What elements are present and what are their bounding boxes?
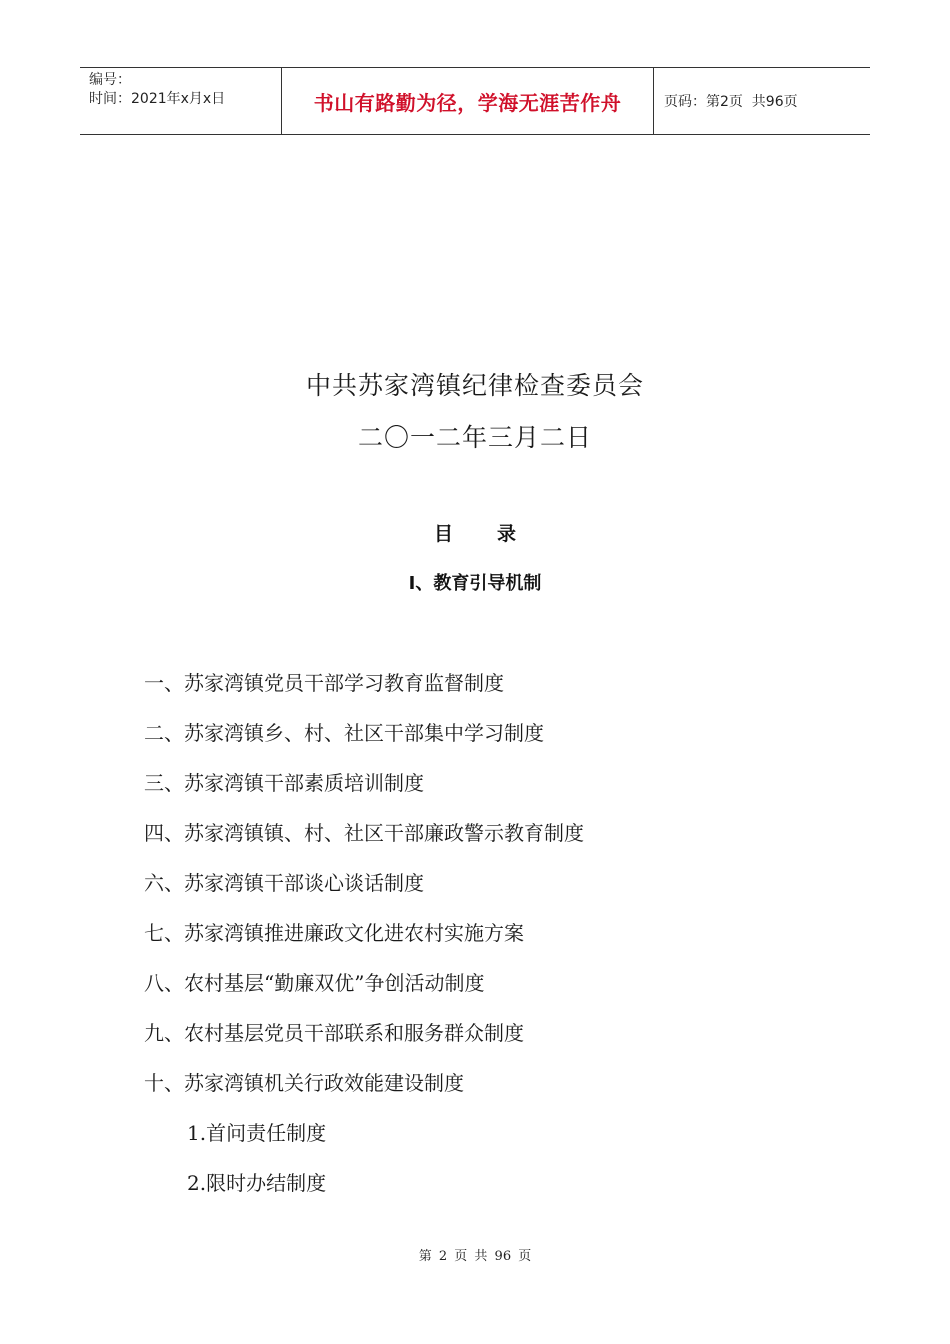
toc-heading-text: 目录 [433, 523, 560, 545]
toc-item: 八、农村基层“勤廉双优”争创活动制度 [144, 971, 485, 995]
page-info-text: 页码：第2页 共96页 [664, 94, 798, 110]
page-footer: 第 2 页 共 96 页 [418, 1249, 532, 1264]
serial-label: 编号： [89, 72, 131, 88]
toc-sub-item: 2.限时办结制度 [187, 1171, 327, 1195]
toc-item: 九、农村基层党员干部联系和服务群众制度 [144, 1021, 524, 1045]
toc-item: 三、苏家湾镇干部素质培训制度 [144, 771, 424, 795]
header-page-info [654, 68, 870, 134]
toc-item: 二、苏家湾镇乡、村、社区干部集中学习制度 [144, 721, 544, 745]
toc-heading [0, 519, 950, 546]
header-meta [80, 68, 281, 134]
toc-item: 七、苏家湾镇推进廉政文化进农村实施方案 [144, 921, 524, 945]
toc-section-heading: Ⅰ、教育引导机制 [408, 573, 542, 594]
org-title: 中共苏家湾镇纪律检查委员会 [305, 371, 644, 400]
document-date: 二〇一二年三月二日 [357, 423, 592, 452]
toc-sub-item: 1.首问责任制度 [187, 1121, 327, 1145]
toc-item: 一、苏家湾镇党员干部学习教育监督制度 [144, 671, 504, 695]
toc-list [144, 665, 584, 1215]
header-motto: 书山有路勤为径，学海无涯苦作舟 [281, 68, 654, 134]
toc-item: 十、苏家湾镇机关行政效能建设制度 [144, 1071, 464, 1095]
document-header [80, 67, 870, 135]
time-label: 时间：2021年x月x日 [89, 91, 226, 107]
toc-item: 六、苏家湾镇干部谈心谈话制度 [144, 871, 424, 895]
toc-item: 四、苏家湾镇镇、村、社区干部廉政警示教育制度 [144, 821, 584, 845]
